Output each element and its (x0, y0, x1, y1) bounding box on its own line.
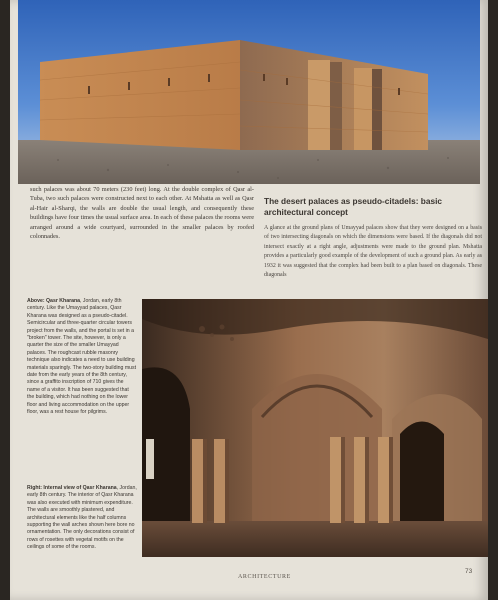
caption-exterior (27, 298, 137, 417)
running-head: ARCHITECTURE (238, 574, 291, 580)
caption-exterior-text: , Jordan, early 8th century. Like the Umayyad palaces, Qasr Kharana was designed as a pseudo-citadel. Semicircular and three-quarter circular towers project from the walls, and the portal is set in a "broken" tower. The site, however, is only a quarter the size of the smaller Umayyad palaces. The roughcast rubble masonry technique also indicates a need to use building materials sparingly. The two-story building must date from the early years of the 8th century, since a graffito inscription of 710 gives the name of a visitor. It has been suggested that the building, which had nothing on the lower floor and living accommodation on the upper floor, was a rest house for pilgrims. (27, 298, 137, 416)
book-page (10, 0, 488, 600)
caption-interior-text: , Jordan, early 8th century. The interior of Qasr Kharana was also executed with minimum expenditure. The walls are smoothly plastered, and architectural elements like the half columns supporting the wall arches shown here bore no ornamentation. The only decorations consist of rows of rosettes with vegetal motifs on the ceilings of some of the rooms. (27, 485, 137, 551)
photo-qasr-kharana-exterior (18, 0, 480, 184)
page-number: 73 (465, 568, 473, 575)
caption-interior (27, 485, 137, 552)
section-title: The desert palaces as pseudo-citadels: basic architectural concept (264, 196, 442, 217)
caption-interior-lead: Right: Internal view of Qasr Kharana (27, 485, 117, 491)
section-body-text: A glance at the ground plans of Umayyad palaces show that they were designed on a basis of two intersecting diagonals on which the dimensions were based. If the diagonals did not intersect exactly at a right angle, adjustments were made to the ground plan. Mshatta provides a particularly good example of the development of such a ground plan. As early as 1932 it was suggested that the complex had been built to a plan based on diagonals. These diagonals (264, 225, 482, 279)
photo-qasr-kharana-interior (142, 299, 488, 557)
caption-exterior-lead: Above: Qasr Kharana (27, 298, 81, 304)
body-text-left-column: such palaces was about 70 meters (230 feet) long. At the double complex of Qasr al-Tuba, two such palaces were constructed next to each other. At Mshatta as well as Qasr al-Hair al-Sharqi, the walls are double the usual length, and consequently these buildings have four times the usual surface area. In each of these palaces the rooms were arranged around a wide courtyard, surrounded in the smaller palaces by roofed colonnades. (30, 186, 254, 241)
section-right-column (264, 196, 482, 280)
